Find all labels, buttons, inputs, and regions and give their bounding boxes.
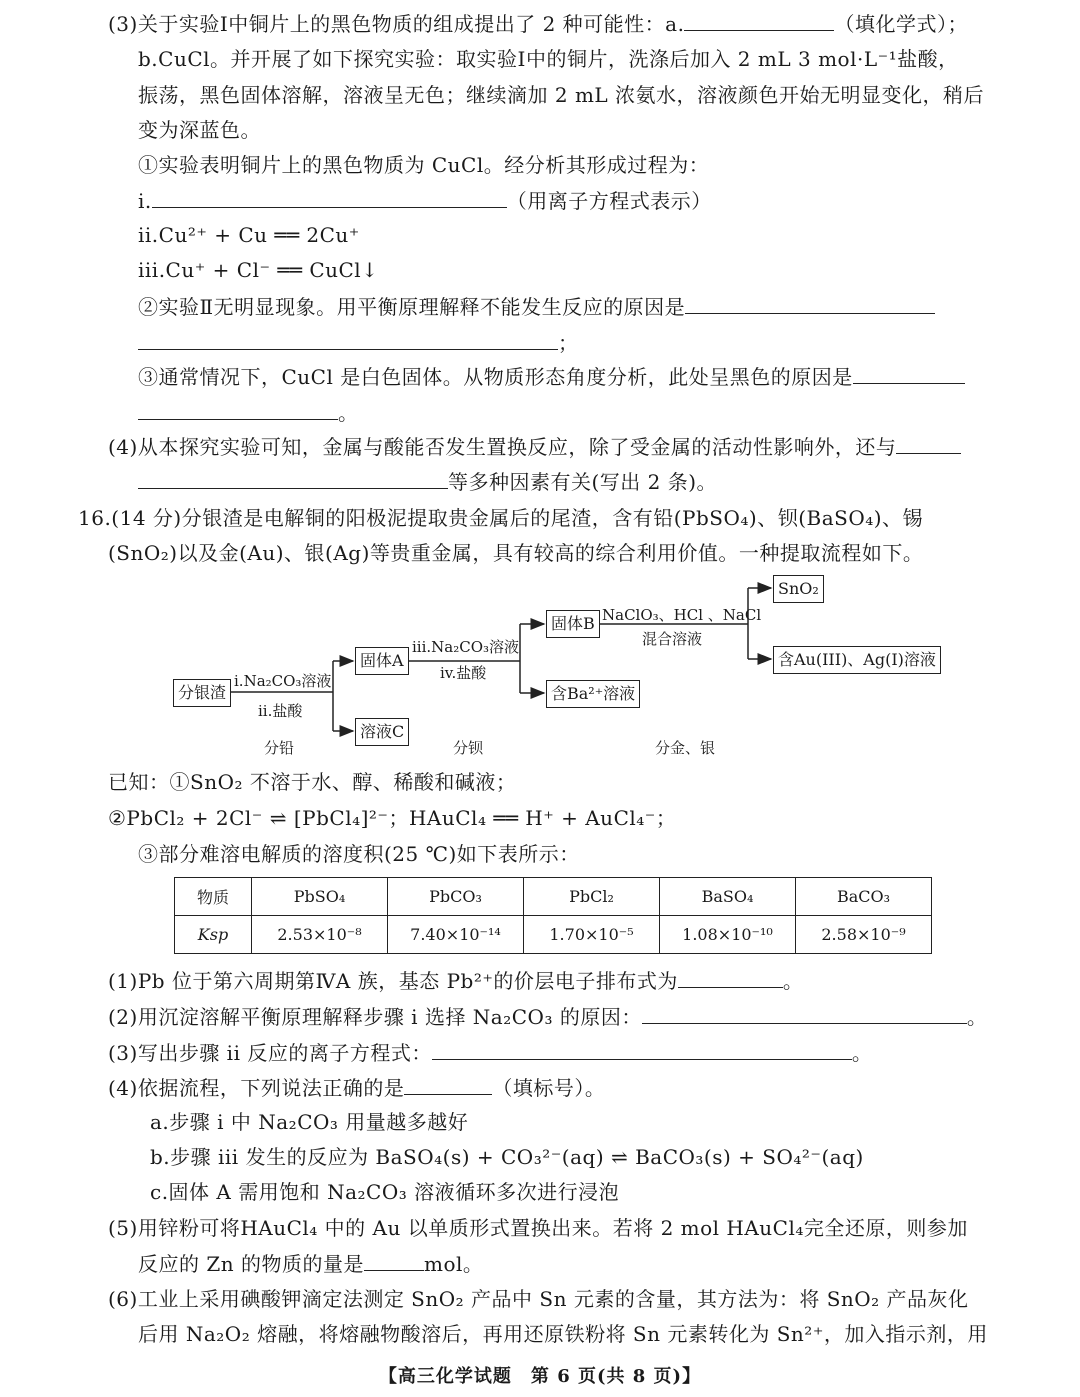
- table-cell: 2.53×10⁻⁸: [252, 916, 388, 954]
- question-4: [108, 1072, 605, 1103]
- table-row: [175, 916, 932, 954]
- flow-box-solution-c: 溶液C: [355, 718, 409, 746]
- flow-step1-top: i.Na₂CO₃溶液: [234, 672, 332, 690]
- question-text: (4)依据流程，下列说法正确的是: [108, 1076, 405, 1100]
- answer-blank[interactable]: [684, 8, 834, 31]
- known-2: ②PbCl₂ + 2Cl⁻ ⇌ [PbCl₄]²⁻；HAuCl₄ ══ H⁺ + AuCl₄⁻；: [108, 806, 677, 830]
- q15-3-line3: 振荡，黑色固体溶解，溶液呈无色；继续滴加 2 mL 浓氨水，溶液颜色开始无明显变化，稍后: [138, 83, 985, 107]
- answer-blank[interactable]: [138, 327, 558, 350]
- answer-blank[interactable]: [685, 291, 935, 314]
- q15-3-line9: [138, 291, 935, 322]
- q16-intro-line1: 16.(14 分)分银渣是电解铜的阳极泥提取贵金属后的尾渣，含有铅(PbSO₄)、钡(BaSO₄)、锡: [78, 506, 924, 530]
- table-row: [175, 878, 932, 916]
- question-6-line1: (6)工业上采用碘酸钾滴定法测定 SnO₂ 产品中 Sn 元素的含量，其方法为：将 SnO₂ 产品灰化: [108, 1287, 969, 1311]
- table-cell: 2.58×10⁻⁹: [796, 916, 932, 954]
- question-5-line2: [138, 1248, 483, 1279]
- known-3: ③部分难溶电解质的溶度积(25 ℃)如下表所示：: [138, 842, 580, 866]
- flow-box-solid-a: 固体A: [355, 647, 409, 675]
- question-text: 。: [782, 969, 804, 993]
- answer-blank[interactable]: [642, 1001, 967, 1024]
- question-text: 。: [966, 1005, 988, 1029]
- q15-3-line12: [138, 397, 359, 428]
- q15-3-line6: [138, 185, 712, 216]
- table-cell: PbCl₂: [524, 878, 660, 916]
- question-text: mol。: [424, 1252, 484, 1276]
- flow-step3-top: NaClO₃、HCl 、NaCl: [602, 606, 762, 624]
- ksp-table: [174, 877, 932, 954]
- question-2: [108, 1001, 987, 1032]
- answer-blank[interactable]: [404, 1072, 492, 1095]
- q4-option-a: a.步骤 i 中 Na₂CO₃ 用量越多越好: [150, 1110, 469, 1134]
- answer-blank[interactable]: [678, 965, 783, 988]
- q15-3-text: ③通常情况下，CuCl 是白色固体。从物质形态角度分析，此处呈黑色的原因是: [138, 365, 853, 389]
- question-6-line2: 后用 Na₂O₂ 熔融，将熔融物酸溶后，再用还原铁粉将 Sn 元素转化为 Sn²⁺，加入指示剂，用: [138, 1322, 988, 1346]
- q4-option-b: b.步骤 iii 发生的反应为 BaSO₄(s) + CO₃²⁻(aq) ⇌ BaCO₃(s) + SO₄²⁻(aq): [150, 1145, 864, 1169]
- table-cell: Ksp: [175, 916, 252, 954]
- flow-box-solid-b: 固体B: [546, 610, 600, 638]
- q15-3-text: ；: [558, 331, 579, 355]
- question-text: 反应的 Zn 的物质的量是: [138, 1252, 364, 1276]
- answer-blank[interactable]: [896, 431, 961, 454]
- flow-box-sno2: SnO₂: [773, 575, 824, 603]
- flow-step1-bottom: ii.盐酸: [258, 702, 303, 720]
- page-footer: 【高三化学试题 第 6 页(共 8 页)】: [378, 1366, 702, 1387]
- answer-blank[interactable]: [152, 185, 507, 208]
- question-text: (1)Pb 位于第六周期第ⅣA 族，基态 Pb²⁺的价层电子排布式为: [108, 969, 678, 993]
- answer-blank[interactable]: [138, 397, 338, 420]
- q4-option-c: c.固体 A 需用饱和 Na₂CO₃ 溶液循环多次进行浸泡: [150, 1180, 620, 1204]
- q15-3-line11: [138, 361, 965, 392]
- q15-4-line2: [138, 466, 717, 497]
- q15-3-text: ②实验Ⅱ无明显现象。用平衡原理解释不能发生反应的原因是: [138, 295, 686, 319]
- flow-step3-bottom: 混合溶液: [642, 630, 703, 648]
- table-cell: 物质: [175, 878, 252, 916]
- equation-iii: iii.Cu⁺ + Cl⁻ ══ CuCl↓: [138, 258, 379, 282]
- flow-step2-bottom: iv.盐酸: [440, 664, 487, 682]
- answer-blank[interactable]: [853, 361, 965, 384]
- q15-3-text: （用离子方程式表示）: [506, 189, 712, 213]
- flow-stage-barium: 分钡: [453, 739, 484, 757]
- table-cell: BaSO₄: [660, 878, 796, 916]
- answer-blank[interactable]: [364, 1248, 424, 1271]
- flow-step2-top: iii.Na₂CO₃溶液: [412, 638, 520, 656]
- q15-3-text: i.: [138, 189, 152, 213]
- table-cell: 7.40×10⁻¹⁴: [388, 916, 524, 954]
- answer-blank[interactable]: [138, 466, 448, 489]
- question-3: [108, 1037, 872, 1068]
- table-cell: 1.08×10⁻¹⁰: [660, 916, 796, 954]
- table-cell: PbSO₄: [252, 878, 388, 916]
- q15-3-line1: [108, 8, 968, 39]
- question-text: (3)写出步骤 ii 反应的离子方程式：: [108, 1041, 432, 1065]
- question-1: [108, 965, 803, 996]
- q15-3-line4: 变为深蓝色。: [138, 118, 261, 142]
- q15-3-text: 。: [338, 401, 359, 425]
- flow-stage-gold-silver: 分金、银: [655, 739, 716, 757]
- q15-3-line2: b.CuCl。并开展了如下探究实验：取实验Ⅰ中的铜片，洗涤后加入 2 mL 3 mol·L⁻¹盐酸，: [138, 47, 959, 71]
- question-text: (2)用沉淀溶解平衡原理解释步骤 i 选择 Na₂CO₃ 的原因：: [108, 1005, 642, 1029]
- answer-blank[interactable]: [432, 1037, 852, 1060]
- flow-box-au-ag: 含Au(III)、Ag(I)溶液: [773, 646, 941, 674]
- q15-3-text: （填化学式）；: [834, 12, 968, 36]
- q15-3-line10: [138, 327, 579, 358]
- table-cell: 1.70×10⁻⁵: [524, 916, 660, 954]
- flow-box-ba-solution: 含Ba²⁺溶液: [546, 680, 640, 708]
- q15-4-text: 等多种因素有关(写出 2 条)。: [448, 470, 718, 494]
- table-cell: BaCO₃: [796, 878, 932, 916]
- flow-box-fenyinzha: 分银渣: [173, 679, 231, 707]
- known-1: 已知：①SnO₂ 不溶于水、醇、稀酸和碱液；: [108, 770, 517, 794]
- question-text: 。: [851, 1041, 873, 1065]
- q15-3-text: (3)关于实验Ⅰ中铜片上的黑色物质的组成提出了 2 种可能性：a.: [108, 12, 685, 36]
- q15-4-line1: [108, 431, 961, 462]
- flow-stage-lead: 分铅: [264, 739, 295, 757]
- q16-intro-line2: (SnO₂)以及金(Au)、银(Ag)等贵重金属，具有较高的综合利用价值。一种提取流程如下。: [108, 541, 924, 565]
- q15-4-text: (4)从本探究实验可知，金属与酸能否发生置换反应，除了受金属的活动性影响外，还与: [108, 435, 897, 459]
- question-text: （填标号）。: [492, 1076, 606, 1100]
- question-5-line1: (5)用锌粉可将HAuCl₄ 中的 Au 以单质形式置换出来。若将 2 mol HAuCl₄完全还原，则参加: [108, 1216, 968, 1240]
- equation-ii: ii.Cu²⁺ + Cu ══ 2Cu⁺: [138, 223, 360, 247]
- q15-3-line5: ①实验表明铜片上的黑色物质为 CuCl。经分析其形成过程为：: [138, 153, 710, 177]
- table-cell: PbCO₃: [388, 878, 524, 916]
